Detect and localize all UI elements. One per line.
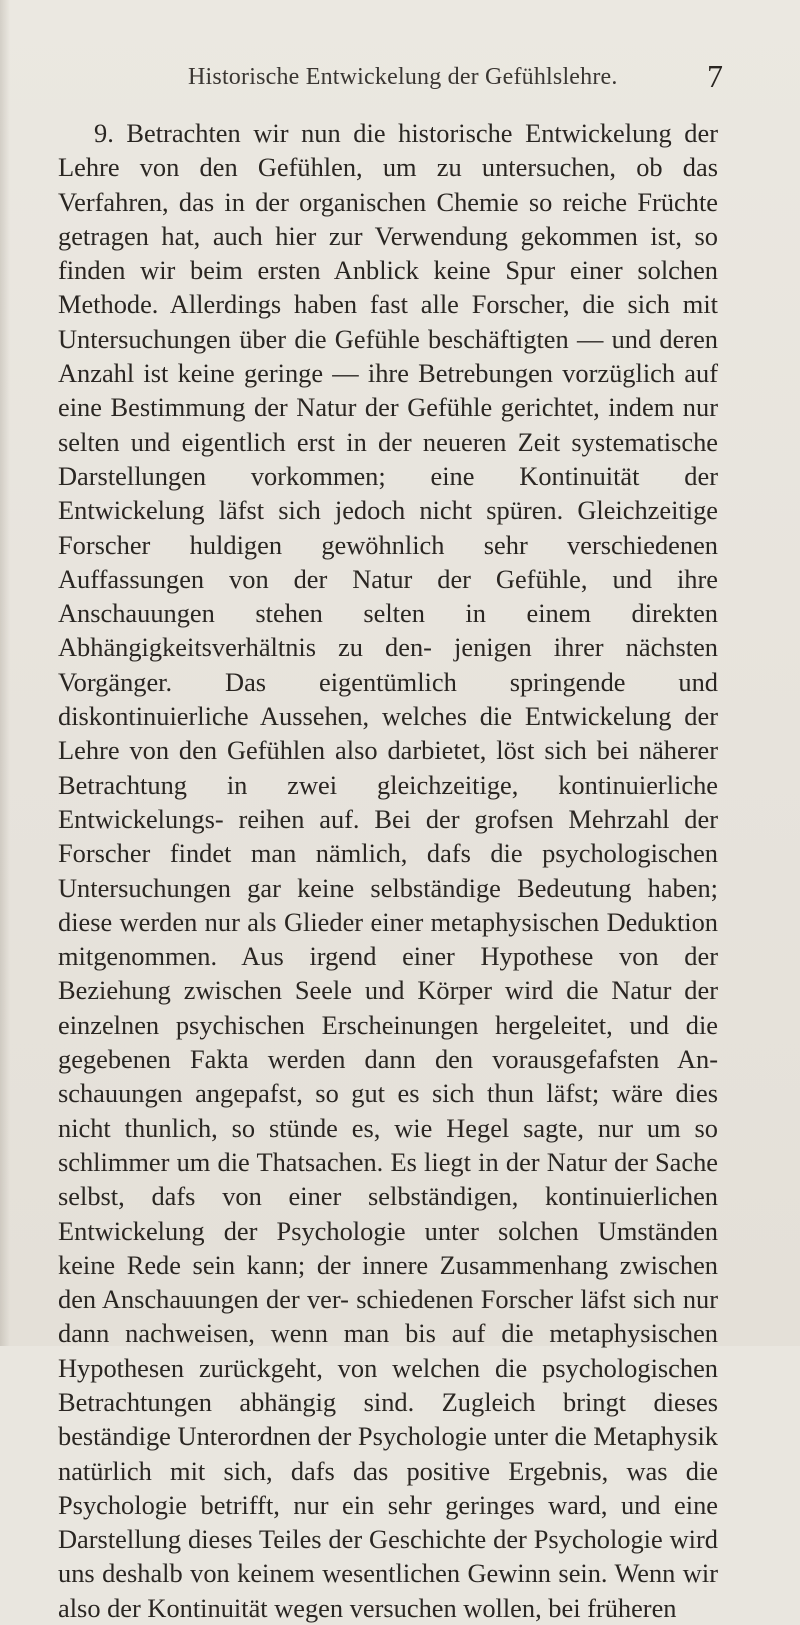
body-paragraph: 9. Betrachten wir nun die historische Entwickelung der Lehre von den Gefühlen, um zu untersuchen, ob das Verfahren, das in der organischen Chemie so reiche Früchte getragen hat, auch hier zur Verwendung gekommen ist, so finden wir beim ersten Anblick keine Spur einer solchen Methode. Allerdings haben fast alle Forscher, die sich mit Untersuchungen über die Gefühle beschäftigten — und deren Anzahl ist keine geringe — ihre Betrebungen vorzüglich auf eine Bestimmung der Natur der Gefühle gerichtet, indem nur selten und eigentlich erst in der neueren Zeit systematische Darstellungen vorkommen; eine Kontinuität der Entwickelung läfst sich jedoch nicht spüren. Gleichzeitige Forscher huldigen gewöhnlich sehr verschiedenen Auffassungen von der Natur der Gefühle, und ihre Anschauungen stehen selten in einem direkten Abhängigkeitsverhältnis zu den- jenigen ihrer nächsten Vorgänger. Das eigentümlich springende und diskontinuierliche Aussehen, welches die Entwickelung der Lehre von den Gefühlen also darbietet, löst sich bei näherer Betrachtung in zwei gleichzeitige, kontinuierliche Entwickelungs- reihen auf. Bei der grofsen Mehrzahl der Forscher findet man nämlich, dafs die psychologischen Untersuchungen gar keine selbständige Bedeutung haben; diese werden nur als Glieder einer metaphysischen Deduktion mitgenommen. Aus irgend einer Hypothese von der Beziehung zwischen Seele und Körper wird die Natur der einzelnen psychischen Erscheinungen hergeleitet, und die gegebenen Fakta werden dann den vorausgefafsten An- schauungen angepafst, so gut es sich thun läfst; wäre dies nicht thunlich, so stünde es, wie Hegel sagte, nur um so schlimmer um die Thatsachen. Es liegt in der Natur der Sache selbst, dafs von einer selbständigen, kontinuierlichen Entwickelung der Psychologie unter solchen Umständen keine Rede sein kann; der innere Zusammenhang zwischen den Anschauungen der ver- schiedenen Forscher läfst sich nur dann nachweisen, wenn man bis auf die metaphysischen Hypothesen zurückgeht, von welchen die psychologischen Betrachtungen abhängig sind. Zugleich bringt dieses beständige Unterordnen der Psychologie unter die Metaphysik natürlich mit sich, dafs das positive Ergebnis, was die Psychologie betrifft, nur ein sehr geringes ward, und eine Darstellung dieses Teiles der Geschichte der Psychologie wird uns deshalb von keinem wesentlichen Gewinn sein. Wenn wir also der Kontinuität wegen versuchen wollen, bei früheren (58, 118, 718, 1623)
page-header (0, 58, 800, 98)
page-edge-shadow (0, 0, 10, 1346)
running-title: Historische Entwickelung der Gefühlslehre. (188, 64, 618, 90)
page-number: 7 (707, 58, 723, 94)
